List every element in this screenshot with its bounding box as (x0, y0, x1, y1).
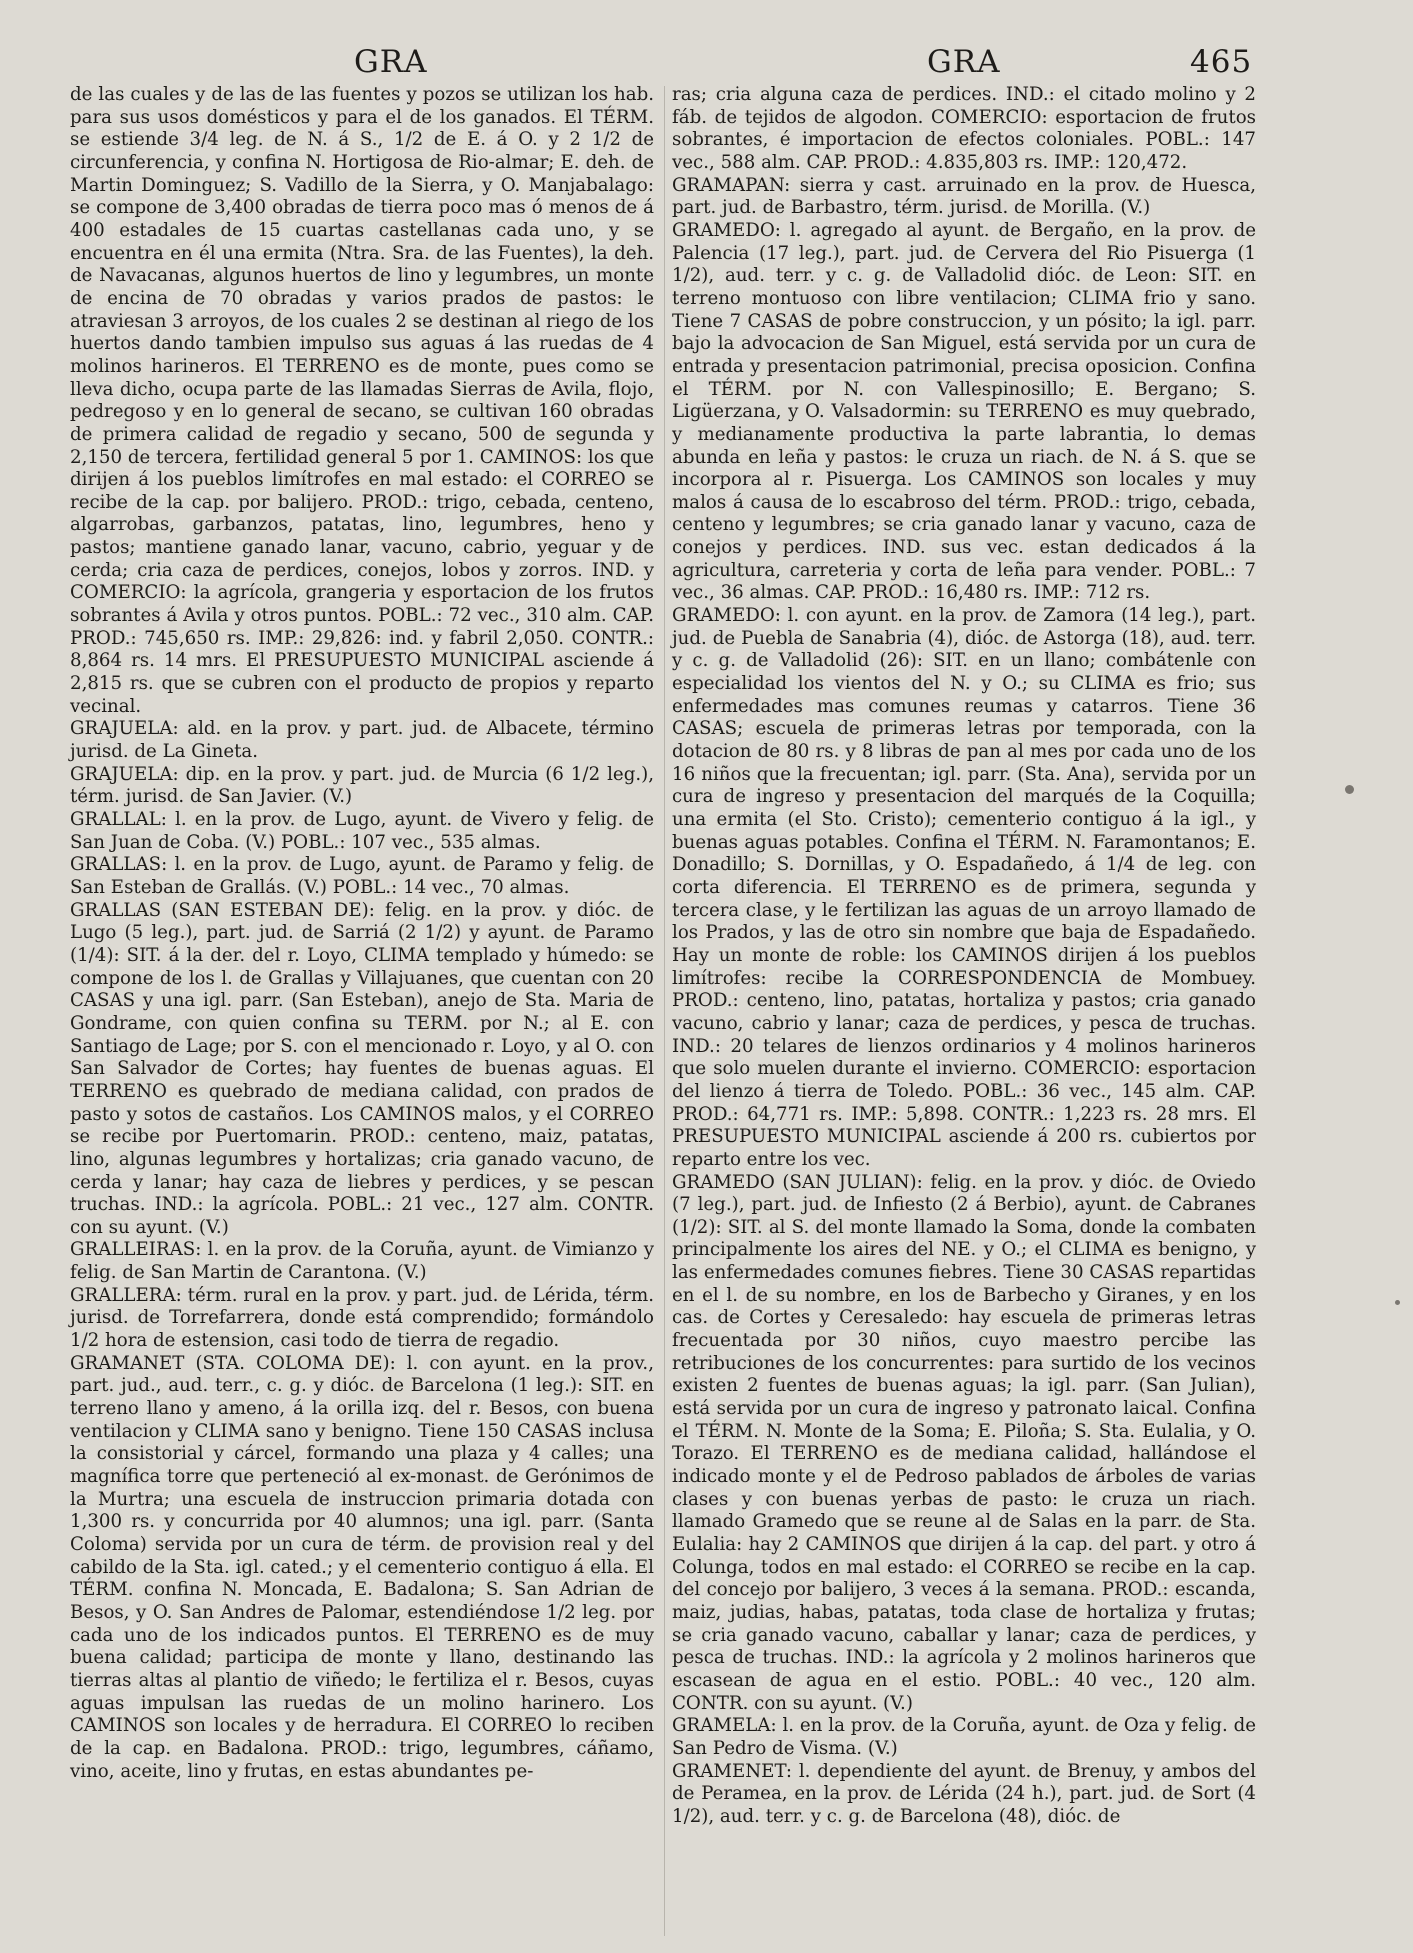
page-number: 465 (1190, 44, 1253, 80)
paper-speck (1345, 785, 1354, 794)
entry-paragraph: GRALLAL: l. en la prov. de Lugo, ayunt. de Vivero y felig. de San Juan de Coba. (V.) POBL.: 107 vec., 535 almas. (70, 809, 654, 853)
entry-paragraph: GRAMEDO (SAN JULIAN): felig. en la prov. y dióc. de Oviedo (7 leg.), part. jud. de Infiesto (2 á Berbio), ayunt. de Cabranes (1/2): SIT. al S. del monte llamado la Soma, donde la combaten principalmente los aires del NE. y O.; el CLIMA es benigno, y las enfermedades comunes fiebres. Tiene 30 CASAS repartidas en el l. de su nombre, en los de Barbecho y Giranes, y en los cas. de Cortes y Ceresaledo: hay escuela de primeras letras frecuentada por 30 niños, cuyo maestro percibe las retribuciones de los concurrentes: para surtido de los vecinos existen 2 fuentes de buenas aguas; la igl. parr. (San Julian), está servida por un cura de ingreso y patronato laical. Confina el TÉRM. N. Monte de la Soma; E. Piloña; S. Sta. Eulalia, y O. Torazo. El TERRENO es de mediana calidad, hallándose el indicado monte y el de Pedroso pablados de árboles de varias clases y con buenas yerbas de pasto: le cruza un riach. llamado Gramedo que se reune al de Salas en la parr. de Sta. Eulalia: hay 2 CAMINOS que dirijen á la cap. del part. y otro á Colunga, todos en mal estado: el CORREO se recibe en la cap. del concejo por balijero, 3 veces á la semana. PROD.: escanda, maiz, judias, habas, patatas, toda clase de hortaliza y frutas; se cria ganado vacuno, caballar y lanar; caza de perdices, y pesca de truchas. IND.: la agrícola y 2 molinos harineros que escasean de agua en el estio. POBL.: 40 vec., 120 alm. CONTR. con su ayunt. (V.) (672, 1171, 1256, 1714)
column-divider (664, 86, 665, 1936)
paper-speck (1395, 1300, 1400, 1305)
entry-paragraph: GRALLAS (SAN ESTEBAN DE): felig. en la prov. y dióc. de Lugo (5 leg.), part. jud. de Sarriá (2 1/2) y ayunt. de Paramo (1/4): SIT. á la der. del r. Loyo, CLIMA templado y húmedo: se compone de los l. de Grallas y Villajuanes, que cuentan con 20 CASAS y una igl. parr. (San Esteban), anejo de Sta. Maria de Gondrame, con quien confina su TERM. por N.; al E. con Santiago de Lage; por S. con el mencionado r. Loyo, y al O. con San Salvador de Cortes; hay fuentes de buenas aguas. El TERRENO es quebrado de mediana calidad, con prados de pasto y sotos de castaños. Los CAMINOS malos, y el CORREO se recibe por Puertomarin. PROD.: centeno, maiz, patatas, lino, algunas legumbres y hortalizas; cria ganado vacuno, de cerda y lanar; hay caza de liebres y perdices, y se pescan truchas. IND.: la agrícola. POBL.: 21 vec., 127 alm. CONTR. con su ayunt. (V.) (70, 899, 654, 1238)
entry-paragraph: GRALLAS: l. en la prov. de Lugo, ayunt. de Paramo y felig. de San Esteban de Grallás. (V.) POBL.: 14 vec., 70 almas. (70, 854, 654, 898)
running-head-right: GRA (927, 44, 1001, 80)
entry-paragraph: GRALLEIRAS: l. en la prov. de la Coruña, ayunt. de Vimianzo y felig. de San Martin de Carantona. (V.) (70, 1239, 654, 1284)
entry-paragraph: ras; cria alguna caza de perdices. IND.: el citado molino y 2 fáb. de tejidos de algodon. COMERCIO: esportacion de frutos sobrantes, é importacion de efectos coloniales. POBL.: 147 vec., 588 alm. CAP. PROD.: 4.835,803 rs. IMP.: 120,472. (672, 84, 1256, 173)
entry-paragraph: de las cuales y de las de las fuentes y pozos se utilizan los hab. para sus usos domésticos y para el de los ganados. El TÉRM. se estiende 3/4 leg. de N. á S., 1/2 de E. á O. y 2 1/2 de circunferencia, y confina N. Hortigosa de Rio-almar; E. deh. de Martin Dominguez; S. Vadillo de la Sierra, y O. Manjabalago: se compone de 3,400 obradas de tierra poco mas ó menos de á 400 estadales de 15 cuartas castellanas cada uno, y se encuentra en él una ermita (Ntra. Sra. de las Fuentes), la deh. de Navacanas, algunos huertos de lino y legumbres, un monte de encina de 70 obradas y varios prados de pastos: le atraviesan 3 arroyos, de los cuales 2 se destinan al riego de los huertos dando tambien impulso sus aguas á las ruedas de 4 molinos harineros. El TERRENO es de monte, pues como se lleva dicho, ocupa parte de las llamadas Sierras de Avila, flojo, pedregoso y en lo general de secano, se cultivan 160 obradas de primera calidad de regadio y secano, 500 de segunda y 2,150 de tercera, fertilidad general 5 por 1. CAMINOS: los que dirijen á los pueblos limítrofes en mal estado: el CORREO se recibe de la cap. por balijero. PROD.: trigo, cebada, centeno, algarrobas, garbanzos, patatas, lino, legumbres, heno y pastos; mantiene ganado lanar, vacuno, cabrio, yeguar y de cerda; cria caza de perdices, conejos, lobos y zorros. IND. y COMERCIO: la agrícola, grangeria y esportacion de los frutos sobrantes á Avila y otros puntos. POBL.: 72 vec., 310 alm. CAP. PROD.: 745,650 rs. IMP.: 29,826: ind. y fabril 2,050. CONTR.: 8,864 rs. 14 mrs. El PRESUPUESTO MUNICIPAL asciende á 2,815 rs. que se cubren con el producto de propios y reparto vecinal. (70, 84, 654, 717)
entry-paragraph: GRAMENET: l. dependiente del ayunt. de Brenuy, y ambos del de Peramea, en la prov. de Lérida (24 h.), part. jud. de Sort (4 1/2), aud. terr. y c. g. de Barcelona (48), dióc. de (672, 1760, 1256, 1827)
entry-paragraph: GRAMANET (STA. COLOMA DE): l. con ayunt. en la prov., part. jud., aud. terr., c. g. y dióc. de Barcelona (1 leg.): SIT. en terreno llano y ameno, á la orilla izq. del r. Besos, con buena ventilacion y CLIMA sano y benigno. Tiene 150 CASAS inclusa la consistorial y cárcel, formando una plaza y 4 calles; una magnífica torre que perteneció al ex-monast. de Gerónimos de la Murtra; una escuela de instruccion primaria dotada con 1,300 rs. y concurrida por 40 alumnos; una igl. parr. (Santa Coloma) servida por un cura de térm. de provision real y del cabildo de la Sta. igl. cated.; y el cementerio contiguo á ella. El TÉRM. confina N. Moncada, E. Badalona; S. San Adrian de Besos, y O. San Andres de Palomar, estendiéndose 1/2 leg. por cada uno de los indicados puntos. El TERRENO es de muy buena calidad; participa de monte y llano, destinando las tierras altas al plantio de viñedo; le fertiliza el r. Besos, cuyas aguas impulsan las ruedas de un molino harinero. Los CAMINOS son locales y de herradura. El CORREO lo reciben de la cap. en Badalona. PROD.: trigo, legumbres, cáñamo, vino, aceite, lino y frutas, en estas abundantes pe- (70, 1352, 654, 1782)
entry-paragraph: GRAMEDO: l. agregado al ayunt. de Bergaño, en la prov. de Palencia (17 leg.), part. jud. de Cervera del Rio Pisuerga (1 1/2), aud. terr. y c. g. de Valladolid dióc. de Leon: SIT. en terreno montuoso con libre ventilacion; CLIMA frio y sano. Tiene 7 CASAS de pobre construccion, y un pósito; la igl. parr. bajo la advocacion de San Miguel, está servida por un cura de entrada y presentacion patrimonial, precisa oposicion. Confina el TÉRM. por N. con Vallespinosillo; E. Bergano; S. Ligüerzana, y O. Valsadormin: su TERRENO es muy quebrado, y medianamente productiva la parte labrantia, lo demas abunda en leña y pastos: le cruza un riach. de N. á S. que se incorpora al r. Pisuerga. Los CAMINOS son locales y muy malos á causa de lo escabroso del térm. PROD.: trigo, cebada, centeno y legumbres; se cria ganado lanar y vacuno, caza de conejos y perdices. IND. sus vec. estan dedicados á la agricultura, carreteria y corta de leña para vender. POBL.: 7 vec., 36 almas. CAP. PROD.: 16,480 rs. IMP.: 712 rs. (672, 219, 1256, 604)
entry-paragraph: GRAJUELA: dip. en la prov. y part. jud. de Murcia (6 1/2 leg.), térm. jurisd. de San Javier. (V.) (70, 763, 654, 808)
running-head-left: GRA (354, 44, 428, 80)
entry-paragraph: GRAMAPAN: sierra y cast. arruinado en la prov. de Huesca, part. jud. de Barbastro, térm. jurisd. de Morilla. (V.) (672, 174, 1256, 219)
right-column (672, 84, 1256, 1829)
entry-paragraph: GRAMELA: l. en la prov. de la Coruña, ayunt. de Oza y felig. de San Pedro de Visma. (V.) (672, 1715, 1256, 1759)
entry-paragraph: GRALLERA: térm. rural en la prov. y part. jud. de Lérida, térm. jurisd. de Torrefarrera, donde está comprendido; formándolo 1/2 hora de estension, casi todo de tierra de regadio. (70, 1284, 654, 1352)
entry-paragraph: GRAJUELA: ald. en la prov. y part. jud. de Albacete, término jurisd. de La Gineta. (70, 718, 654, 763)
left-column (70, 84, 654, 1783)
entry-paragraph: GRAMEDO: l. con ayunt. en la prov. de Zamora (14 leg.), part. jud. de Puebla de Sanabria (4), dióc. de Astorga (18), aud. terr. y c. g. de Valladolid (26): SIT. en un llano; combátenle con especialidad los vientos del N. y O.; su CLIMA es frio; sus enfermedades mas comunes reumas y catarros. Tiene 36 CASAS; escuela de primeras letras por temporada, con la dotacion de 80 rs. y 8 libras de pan al mes por cada uno de los 16 niños que la frecuentan; igl. parr. (Sta. Ana), servida por un cura de ingreso y presentacion del marqués de la Coquilla; una ermita (el Sto. Cristo); cementerio contiguo á la igl., y buenas aguas potables. Confina el TÉRM. N. Faramontanos; E. Donadillo; S. Dornillas, y O. Espadañedo, á 1/4 de leg. con corta diferencia. El TERRENO es de primera, segunda y tercera clase, y le fertilizan las aguas de un arroyo llamado de los Prados, y las de otro sin nombre que baja de Espadañedo. Hay un monte de roble: los CAMINOS dirijen á los pueblos limítrofes: recibe la CORRESPONDENCIA de Mombuey. PROD.: centeno, lino, patatas, hortaliza y pastos; cria ganado vacuno, cabrio y lanar; caza de perdices, y pesca de truchas. IND.: 20 telares de lienzos ordinarios y 4 molinos harineros que solo muelen durante el invierno. COMERCIO: esportacion del lienzo á tierra de Toledo. POBL.: 36 vec., 145 alm. CAP. PROD.: 64,771 rs. IMP.: 5,898. CONTR.: 1,223 rs. 28 mrs. El PRESUPUESTO MUNICIPAL asciende á 200 rs. cubiertos por reparto entre los vec. (672, 605, 1256, 1170)
